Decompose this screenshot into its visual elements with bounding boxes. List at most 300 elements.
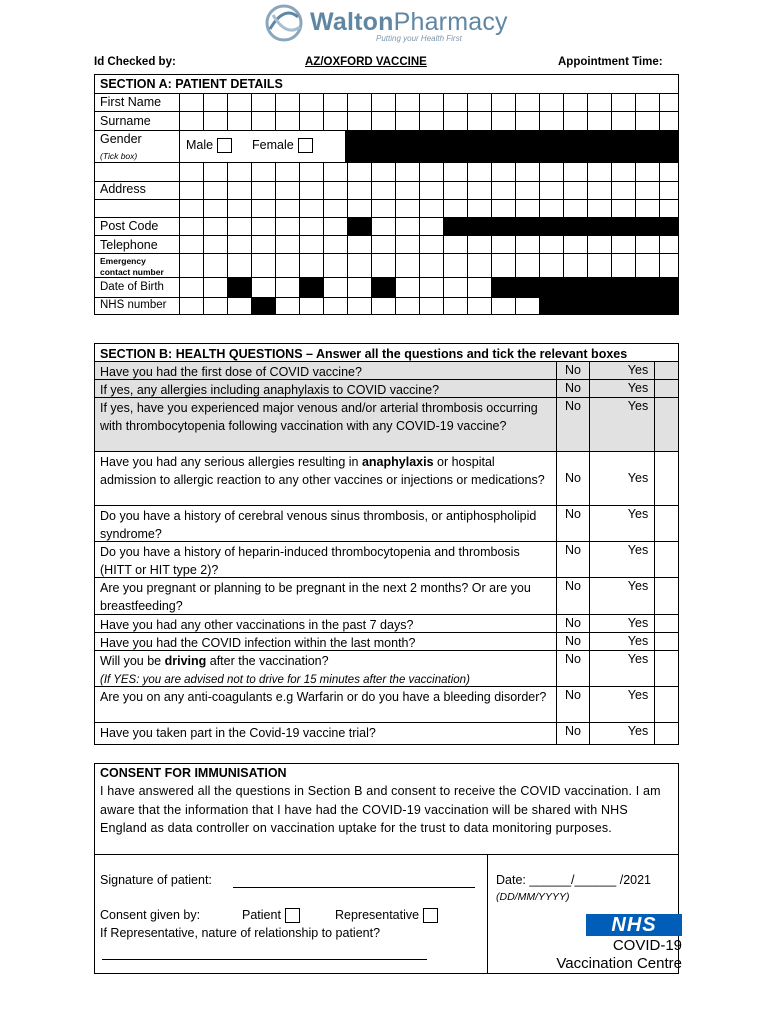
- grid-cell[interactable]: [539, 181, 563, 199]
- dob-label: Date of Birth: [100, 281, 164, 293]
- surname-label: Surname: [100, 114, 151, 128]
- answer-no: No: [565, 616, 581, 630]
- grid-cell-blocked: [563, 277, 587, 297]
- grid-cell[interactable]: [587, 93, 611, 111]
- grid-cell[interactable]: [275, 235, 299, 253]
- grid-cell[interactable]: [539, 111, 563, 130]
- grid-cell[interactable]: [491, 297, 515, 315]
- grid-cell[interactable]: [299, 93, 323, 111]
- answer-yes-tickbox[interactable]: [655, 578, 678, 614]
- grid-cell[interactable]: [395, 162, 419, 181]
- grid-cell[interactable]: [275, 277, 299, 297]
- grid-cell[interactable]: [419, 111, 443, 130]
- grid-cell[interactable]: [491, 111, 515, 130]
- question-row: [95, 451, 678, 505]
- grid-cell[interactable]: [371, 217, 395, 235]
- grid-cell[interactable]: [203, 297, 227, 315]
- grid-cell[interactable]: [227, 111, 251, 130]
- grid-cell[interactable]: [299, 297, 323, 315]
- answer-yes: Yes: [627, 616, 649, 630]
- grid-cell[interactable]: [203, 181, 227, 199]
- grid-cell[interactable]: [587, 111, 611, 130]
- grid-cell[interactable]: [179, 181, 203, 199]
- grid-cell[interactable]: [179, 93, 203, 111]
- grid-cell[interactable]: [659, 199, 678, 217]
- grid-cell[interactable]: [347, 111, 371, 130]
- grid-cell[interactable]: [275, 199, 299, 217]
- grid-cell-blocked: [491, 277, 515, 297]
- grid-cell[interactable]: [251, 93, 275, 111]
- answer-no: No: [565, 363, 581, 377]
- grid-cell[interactable]: [203, 111, 227, 130]
- grid-cell-blocked: [611, 217, 635, 235]
- grid-cell[interactable]: [203, 162, 227, 181]
- grid-cell[interactable]: [659, 235, 678, 253]
- grid-cell[interactable]: [635, 235, 659, 253]
- grid-cell[interactable]: [227, 199, 251, 217]
- question-text: Are you pregnant or planning to be pregnant in the next 2 months? Or are you breastfeeding?: [100, 581, 531, 613]
- answer-no: No: [565, 471, 581, 485]
- grid-cell[interactable]: [203, 93, 227, 111]
- grid-cell[interactable]: [467, 181, 491, 199]
- question-row: [95, 505, 678, 541]
- question-text: Will you be driving after the vaccination? (If YES: you are advised not to drive for 15 minutes after the vaccination): [100, 654, 470, 686]
- female-checkbox[interactable]: [298, 138, 313, 153]
- answer-yes-tickbox[interactable]: [655, 380, 678, 397]
- grid-cell[interactable]: [419, 199, 443, 217]
- grid-cell[interactable]: [371, 111, 395, 130]
- grid-cell[interactable]: [563, 199, 587, 217]
- grid-cell[interactable]: [347, 297, 371, 315]
- grid-cell[interactable]: [323, 199, 347, 217]
- grid-cell[interactable]: [371, 253, 395, 277]
- grid-cell[interactable]: [251, 162, 275, 181]
- grid-cell[interactable]: [347, 93, 371, 111]
- tick-box-hint: (Tick box): [100, 151, 138, 161]
- grid-cell[interactable]: [563, 253, 587, 277]
- patient-checkbox[interactable]: [285, 908, 300, 923]
- grid-cell-blocked: [563, 217, 587, 235]
- walton-pharmacy-logo: [264, 2, 514, 44]
- emergency-contact-label: Emergency contact number: [100, 256, 164, 277]
- grid-cell[interactable]: [347, 253, 371, 277]
- grid-cell[interactable]: [419, 297, 443, 315]
- grid-cell[interactable]: [227, 217, 251, 235]
- question-row: [95, 722, 678, 744]
- grid-cell-blocked: [345, 130, 678, 162]
- grid-cell[interactable]: [467, 162, 491, 181]
- grid-cell[interactable]: [251, 217, 275, 235]
- grid-cell[interactable]: [179, 235, 203, 253]
- vaccine-title: AZ/OXFORD VACCINE: [305, 56, 427, 68]
- grid-cell[interactable]: [467, 253, 491, 277]
- grid-cell[interactable]: [563, 235, 587, 253]
- grid-cell[interactable]: [395, 277, 419, 297]
- grid-cell[interactable]: [659, 111, 678, 130]
- grid-cell[interactable]: [371, 235, 395, 253]
- grid-cell[interactable]: [179, 277, 203, 297]
- grid-cell[interactable]: [539, 235, 563, 253]
- grid-cell[interactable]: [275, 162, 299, 181]
- answer-yes-tickbox[interactable]: [655, 615, 678, 632]
- grid-cell[interactable]: [275, 111, 299, 130]
- grid-cell[interactable]: [347, 199, 371, 217]
- grid-cell[interactable]: [515, 199, 539, 217]
- question-row: [95, 686, 678, 722]
- relationship-line[interactable]: [102, 959, 427, 960]
- grid-cell[interactable]: [539, 162, 563, 181]
- grid-cell[interactable]: [467, 93, 491, 111]
- answer-no: No: [565, 652, 581, 666]
- grid-cell[interactable]: [395, 93, 419, 111]
- grid-cell-blocked: [539, 277, 563, 297]
- grid-cell[interactable]: [491, 93, 515, 111]
- consent-given-label: Consent given by:: [100, 908, 201, 922]
- grid-cell[interactable]: [179, 162, 203, 181]
- question-text: Have you had any other vaccinations in the past 7 days?: [100, 618, 414, 632]
- grid-cell[interactable]: [563, 162, 587, 181]
- section-b-title: SECTION B: HEALTH QUESTIONS – Answer all the questions and tick the relevant boxes: [100, 347, 628, 361]
- grid-cell[interactable]: [371, 93, 395, 111]
- grid-cell[interactable]: [251, 277, 275, 297]
- grid-cell-blocked: [227, 277, 251, 297]
- grid-cell[interactable]: [299, 111, 323, 130]
- date-field[interactable]: Date: ______/______ /2021: [496, 873, 651, 887]
- answer-yes: Yes: [627, 652, 649, 666]
- grid-cell[interactable]: [299, 162, 323, 181]
- section-a-patient-details: [94, 74, 679, 315]
- grid-cell[interactable]: [371, 199, 395, 217]
- grid-cell[interactable]: [611, 93, 635, 111]
- grid-cell[interactable]: [323, 277, 347, 297]
- grid-cell[interactable]: [251, 111, 275, 130]
- consent-representative-option[interactable]: Representative: [335, 908, 438, 923]
- grid-cell[interactable]: [395, 181, 419, 199]
- grid-cell[interactable]: [227, 162, 251, 181]
- grid-cell[interactable]: [323, 93, 347, 111]
- answer-yes-tickbox[interactable]: [655, 452, 678, 505]
- grid-cell[interactable]: [419, 181, 443, 199]
- grid-cell[interactable]: [347, 277, 371, 297]
- centre-name-line2: Vaccination Centre: [556, 955, 682, 972]
- grid-cell[interactable]: [299, 217, 323, 235]
- grid-cell[interactable]: [443, 199, 467, 217]
- answer-no: No: [565, 543, 581, 557]
- grid-cell[interactable]: [491, 199, 515, 217]
- grid-cell[interactable]: [539, 253, 563, 277]
- question-row: [95, 361, 678, 379]
- grid-cell[interactable]: [491, 253, 515, 277]
- answer-yes: Yes: [627, 543, 649, 557]
- grid-cell[interactable]: [563, 181, 587, 199]
- grid-cell-blocked: [587, 297, 611, 315]
- grid-cell-blocked: [611, 277, 635, 297]
- grid-cell[interactable]: [491, 181, 515, 199]
- grid-cell[interactable]: [611, 199, 635, 217]
- grid-cell[interactable]: [203, 253, 227, 277]
- grid-cell[interactable]: [179, 297, 203, 315]
- signature-label: Signature of patient:: [100, 873, 212, 887]
- grid-cell[interactable]: [515, 253, 539, 277]
- grid-cell-blocked: [515, 277, 539, 297]
- signature-line[interactable]: [233, 887, 475, 888]
- grid-cell-blocked: [563, 297, 587, 315]
- grid-cell[interactable]: [179, 199, 203, 217]
- grid-cell[interactable]: [275, 181, 299, 199]
- grid-cell[interactable]: [635, 253, 659, 277]
- grid-cell[interactable]: [203, 199, 227, 217]
- grid-cell-blocked: [539, 297, 563, 315]
- grid-cell[interactable]: [467, 297, 491, 315]
- address-label: Address: [100, 182, 146, 196]
- grid-cell-blocked: [659, 277, 678, 297]
- grid-cell[interactable]: [419, 162, 443, 181]
- question-row: [95, 577, 678, 614]
- grid-cell[interactable]: [299, 235, 323, 253]
- brand-tagline: Putting your Health First: [376, 34, 462, 43]
- grid-cell[interactable]: [611, 181, 635, 199]
- answer-yes: Yes: [627, 688, 649, 702]
- grid-cell[interactable]: [515, 235, 539, 253]
- grid-cell[interactable]: [323, 111, 347, 130]
- grid-cell[interactable]: [419, 235, 443, 253]
- id-checked-label: Id Checked by:: [94, 56, 176, 68]
- grid-cell[interactable]: [299, 199, 323, 217]
- grid-cell[interactable]: [275, 297, 299, 315]
- question-text: Do you have a history of heparin-induced thrombocytopenia and thrombosis (HITT or HIT type 2)?: [100, 545, 520, 577]
- answer-yes-tickbox[interactable]: [655, 362, 678, 379]
- grid-cell[interactable]: [491, 162, 515, 181]
- answer-yes-tickbox[interactable]: [655, 687, 678, 722]
- date-format-hint: (DD/MM/YYYY): [496, 891, 570, 903]
- grid-cell[interactable]: [443, 277, 467, 297]
- grid-cell[interactable]: [419, 253, 443, 277]
- consent-statement: I have answered all the questions in Section B and consent to receive the COVID vaccination. I am aware that the information that I have had the COVID-19 vaccination will be shared with NHS England as data controller on vaccination uptake for the trust to data monitoring purposes.: [100, 784, 661, 835]
- grid-cell[interactable]: [587, 181, 611, 199]
- grid-cell[interactable]: [635, 199, 659, 217]
- answer-no: No: [565, 634, 581, 648]
- grid-cell[interactable]: [323, 297, 347, 315]
- grid-cell[interactable]: [539, 93, 563, 111]
- question-row: [95, 541, 678, 577]
- grid-cell[interactable]: [347, 235, 371, 253]
- answer-yes: Yes: [627, 399, 649, 413]
- section-b-health-questions: [94, 343, 679, 745]
- answer-yes-tickbox[interactable]: [655, 651, 678, 686]
- grid-cell[interactable]: [347, 181, 371, 199]
- grid-cell[interactable]: [635, 111, 659, 130]
- answer-yes-tickbox[interactable]: [655, 723, 678, 744]
- grid-cell-blocked: [635, 217, 659, 235]
- post-code-label: Post Code: [100, 219, 159, 233]
- grid-cell[interactable]: [251, 235, 275, 253]
- grid-cell[interactable]: [491, 235, 515, 253]
- grid-cell[interactable]: [587, 162, 611, 181]
- grid-cell[interactable]: [227, 235, 251, 253]
- grid-cell[interactable]: [275, 93, 299, 111]
- grid-cell[interactable]: [323, 217, 347, 235]
- question-text: If yes, have you experienced major venous and/or arterial thrombosis occurring with thrombocytopenia following vaccination with any COVID-19 vaccine?: [100, 401, 538, 433]
- gender-female-option[interactable]: Female: [252, 138, 313, 153]
- question-text: Are you on any anti-coagulants e.g Warfarin or do you have a bleeding disorder?: [100, 690, 547, 704]
- grid-cell[interactable]: [611, 253, 635, 277]
- grid-cell-blocked: [539, 217, 563, 235]
- grid-cell-blocked: [659, 297, 678, 315]
- grid-cell[interactable]: [323, 181, 347, 199]
- grid-cell[interactable]: [587, 253, 611, 277]
- grid-cell[interactable]: [227, 253, 251, 277]
- grid-cell[interactable]: [443, 162, 467, 181]
- answer-yes-tickbox[interactable]: [655, 506, 678, 541]
- gender-label: Gender: [100, 132, 142, 146]
- grid-cell[interactable]: [611, 235, 635, 253]
- grid-cell[interactable]: [203, 217, 227, 235]
- grid-cell[interactable]: [467, 235, 491, 253]
- grid-cell-blocked: [251, 297, 275, 315]
- male-checkbox[interactable]: [217, 138, 232, 153]
- grid-cell: [179, 130, 180, 162]
- grid-cell[interactable]: [443, 93, 467, 111]
- answer-yes: Yes: [627, 363, 649, 377]
- answer-yes-tickbox[interactable]: [655, 398, 678, 451]
- grid-cell-blocked: [587, 277, 611, 297]
- grid-cell[interactable]: [635, 93, 659, 111]
- grid-cell[interactable]: [563, 93, 587, 111]
- grid-cell[interactable]: [251, 181, 275, 199]
- grid-cell[interactable]: [515, 111, 539, 130]
- answer-yes-tickbox[interactable]: [655, 542, 678, 577]
- gender-male-option[interactable]: Male: [186, 138, 232, 153]
- telephone-label: Telephone: [100, 238, 158, 252]
- grid-cell[interactable]: [275, 253, 299, 277]
- answer-yes: Yes: [627, 471, 649, 485]
- grid-cell[interactable]: [203, 277, 227, 297]
- nhs-number-label: NHS number: [100, 299, 167, 311]
- grid-cell-blocked: [467, 217, 491, 235]
- grid-cell-blocked: [443, 217, 467, 235]
- grid-cell[interactable]: [299, 181, 323, 199]
- grid-cell[interactable]: [611, 162, 635, 181]
- grid-cell[interactable]: [251, 253, 275, 277]
- answer-no: No: [565, 724, 581, 738]
- question-row: [95, 632, 678, 650]
- grid-cell[interactable]: [179, 217, 203, 235]
- grid-cell[interactable]: [227, 297, 251, 315]
- grid-cell[interactable]: [659, 253, 678, 277]
- grid-cell[interactable]: [371, 181, 395, 199]
- grid-cell[interactable]: [419, 277, 443, 297]
- grid-cell[interactable]: [539, 199, 563, 217]
- grid-cell[interactable]: [515, 93, 539, 111]
- appointment-time-label: Appointment Time:: [558, 56, 663, 68]
- grid-cell[interactable]: [443, 111, 467, 130]
- grid-cell[interactable]: [299, 253, 323, 277]
- grid-cell[interactable]: [179, 253, 203, 277]
- question-text: Have you had the first dose of COVID vaccine?: [100, 365, 362, 379]
- answer-no: No: [565, 688, 581, 702]
- grid-cell[interactable]: [395, 235, 419, 253]
- grid-cell[interactable]: [659, 181, 678, 199]
- grid-cell[interactable]: [467, 111, 491, 130]
- answer-yes-tickbox[interactable]: [655, 633, 678, 650]
- question-row: [95, 379, 678, 397]
- grid-cell[interactable]: [587, 199, 611, 217]
- grid-cell[interactable]: [395, 217, 419, 235]
- grid-cell[interactable]: [395, 253, 419, 277]
- answer-no: No: [565, 579, 581, 593]
- grid-cell[interactable]: [635, 181, 659, 199]
- grid-cell[interactable]: [419, 217, 443, 235]
- question-text: If yes, any allergies including anaphylaxis to COVID vaccine?: [100, 383, 440, 397]
- grid-cell[interactable]: [443, 181, 467, 199]
- grid-cell[interactable]: [371, 297, 395, 315]
- consent-patient-option[interactable]: Patient: [242, 908, 300, 923]
- grid-cell-blocked: [587, 217, 611, 235]
- representative-checkbox[interactable]: [423, 908, 438, 923]
- grid-cell[interactable]: [395, 199, 419, 217]
- answer-no: No: [565, 507, 581, 521]
- grid-cell[interactable]: [467, 199, 491, 217]
- section-a-title: SECTION A: PATIENT DETAILS: [100, 77, 283, 91]
- grid-cell[interactable]: [443, 235, 467, 253]
- grid-cell[interactable]: [635, 162, 659, 181]
- grid-cell[interactable]: [563, 111, 587, 130]
- grid-cell[interactable]: [203, 235, 227, 253]
- question-text: Have you had any serious allergies resulting in anaphylaxis or hospital admission to allergic reaction to any other vaccines or injections or medications?: [100, 455, 545, 487]
- question-row: [95, 614, 678, 632]
- grid-cell[interactable]: [395, 111, 419, 130]
- grid-cell-blocked: [491, 217, 515, 235]
- grid-cell[interactable]: [323, 253, 347, 277]
- grid-cell[interactable]: [587, 235, 611, 253]
- grid-cell[interactable]: [611, 111, 635, 130]
- grid-cell-blocked: [515, 217, 539, 235]
- grid-cell[interactable]: [659, 93, 678, 111]
- answer-yes: Yes: [627, 579, 649, 593]
- grid-cell[interactable]: [275, 217, 299, 235]
- question-text: Have you had the COVID infection within the last month?: [100, 636, 416, 650]
- question-row: [95, 650, 678, 686]
- grid-cell[interactable]: [467, 277, 491, 297]
- grid-cell[interactable]: [323, 235, 347, 253]
- grid-cell[interactable]: [227, 181, 251, 199]
- consent-title: CONSENT FOR IMMUNISATION: [100, 766, 287, 780]
- nhs-logo: NHS: [586, 914, 682, 936]
- grid-cell[interactable]: [347, 162, 371, 181]
- relationship-label: If Representative, nature of relationship to patient?: [100, 926, 381, 940]
- grid-cell[interactable]: [395, 297, 419, 315]
- first-name-label: First Name: [100, 95, 162, 109]
- answer-no: No: [565, 399, 581, 413]
- question-row: [95, 397, 678, 451]
- answer-yes: Yes: [627, 724, 649, 738]
- grid-cell[interactable]: [443, 253, 467, 277]
- grid-cell[interactable]: [419, 93, 443, 111]
- grid-cell[interactable]: [323, 162, 347, 181]
- grid-cell[interactable]: [515, 297, 539, 315]
- grid-cell[interactable]: [515, 181, 539, 199]
- grid-cell[interactable]: [179, 111, 203, 130]
- grid-cell[interactable]: [659, 162, 678, 181]
- grid-cell[interactable]: [227, 93, 251, 111]
- grid-cell-blocked: [635, 277, 659, 297]
- pharmacy-logo-icon: [264, 3, 304, 43]
- grid-cell[interactable]: [515, 162, 539, 181]
- grid-cell[interactable]: [443, 297, 467, 315]
- grid-cell[interactable]: [371, 162, 395, 181]
- grid-cell[interactable]: [251, 199, 275, 217]
- question-text: Do you have a history of cerebral venous sinus thrombosis, or antiphospholipid syndrome?: [100, 509, 537, 541]
